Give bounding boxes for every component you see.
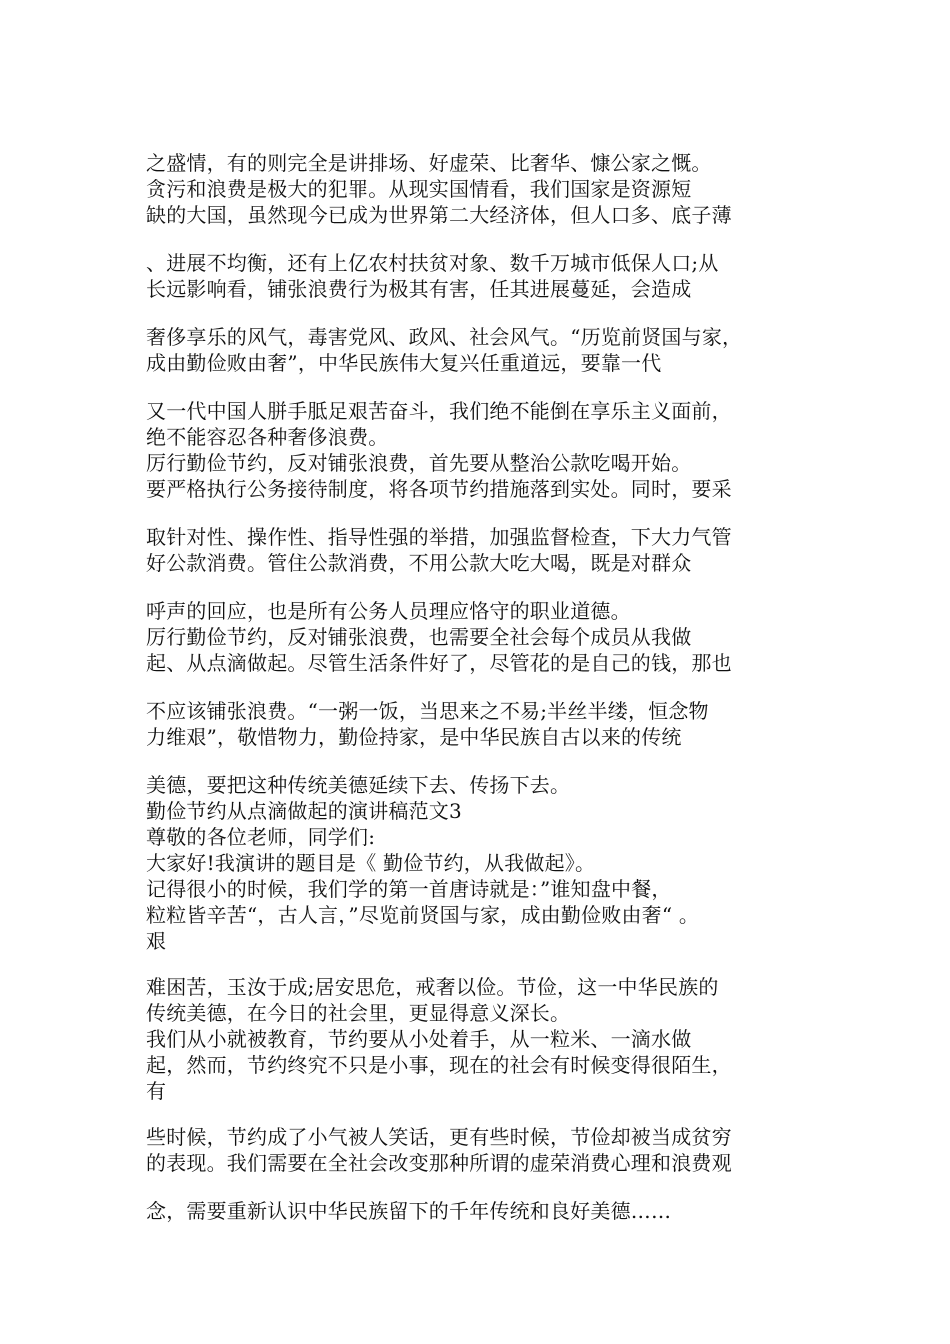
- section-heading: 勤俭节约从点滴做起的演讲稿范文3: [146, 799, 462, 823]
- text-line: 取针对性、操作性、指导性强的举措，加强监督检查，下大力气管: [146, 525, 732, 549]
- text-line: 尊敬的各位老师，同学们:: [146, 825, 376, 849]
- text-line: 不应该铺张浪费。“一粥一饭，当思来之不易;半丝半缕，恒念物: [146, 699, 709, 723]
- text-line: 长远影响看，铺张浪费行为极其有害，任其进展蔓延，会造成: [146, 277, 692, 301]
- text-line: 成由勤俭败由奢”，中华民族伟大复兴任重道远，要靠一代: [146, 351, 662, 375]
- text-line: 厉行勤俭节约，反对铺张浪费，也需要全社会每个成员从我做: [146, 625, 692, 649]
- text-line: 大家好!我演讲的题目是《 勤俭节约，从我做起》。: [146, 851, 596, 875]
- text-line: 、进展不均衡，还有上亿农村扶贫对象、数千万城市低保人口;从: [146, 251, 719, 275]
- text-line: 有: [146, 1079, 167, 1103]
- text-line: 奢侈享乐的风气，毒害党风、政风、社会风气。“历览前贤国与家，: [146, 325, 743, 349]
- text-line: 厉行勤俭节约，反对铺张浪费，首先要从整治公款吃喝开始。: [146, 451, 692, 475]
- text-line: 力维艰”，敬惜物力，勤俭持家，是中华民族自古以来的传统: [146, 725, 682, 749]
- text-line: 我们从小就被教育，节约要从小处着手，从一粒米、一滴水做: [146, 1027, 692, 1051]
- text-line: 传统美德，在今日的社会里，更显得意义深长。: [146, 1001, 571, 1025]
- text-line: 绝不能容忍各种奢侈浪费。: [146, 425, 389, 449]
- text-line: 记得很小的时候，我们学的第一首唐诗就是：”谁知盘中餐，: [146, 877, 672, 901]
- text-line: 贪污和浪费是极大的犯罪。从现实国情看，我们国家是资源短: [146, 177, 692, 201]
- text-line: 念，需要重新认识中华民族留下的千年传统和良好美德……: [146, 1199, 672, 1223]
- text-line: 缺的大国，虽然现今已成为世界第二大经济体，但人口多、底子薄: [146, 203, 732, 227]
- text-line: 粒粒皆辛苦“，古人言，”尽览前贤国与家，成由勤俭败由奢“ 。: [146, 903, 700, 927]
- text-line: 艰: [146, 929, 167, 953]
- text-line: 呼声的回应，也是所有公务人员理应恪守的职业道德。: [146, 599, 631, 623]
- text-line: 又一代中国人胼手胝足艰苦奋斗，我们绝不能倒在享乐主义面前，: [146, 399, 732, 423]
- text-line: 起、从点滴做起。尽管生活条件好了，尽管花的是自己的钱，那也: [146, 651, 732, 675]
- text-line: 难困苦，玉汝于成;居安思危，戒奢以俭。节俭，这一中华民族的: [146, 975, 719, 999]
- text-line: 的表现。我们需要在全社会改变那种所谓的虚荣消费心理和浪费观: [146, 1151, 732, 1175]
- text-line: 好公款消费。管住公款消费，不用公款大吃大喝，既是对群众: [146, 551, 692, 575]
- text-line: 之盛情，有的则完全是讲排场、好虚荣、比奢华、慷公家之慨。: [146, 151, 712, 175]
- text-line: 要严格执行公务接待制度，将各项节约措施落到实处。同时，要采: [146, 477, 732, 501]
- text-line: 美德，要把这种传统美德延续下去、传扬下去。: [146, 773, 571, 797]
- text-line: 起，然而，节约终究不只是小事，现在的社会有时候变得很陌生，: [146, 1053, 732, 1077]
- text-line: 些时候，节约成了小气被人笑话，更有些时候，节俭却被当成贫穷: [146, 1125, 732, 1149]
